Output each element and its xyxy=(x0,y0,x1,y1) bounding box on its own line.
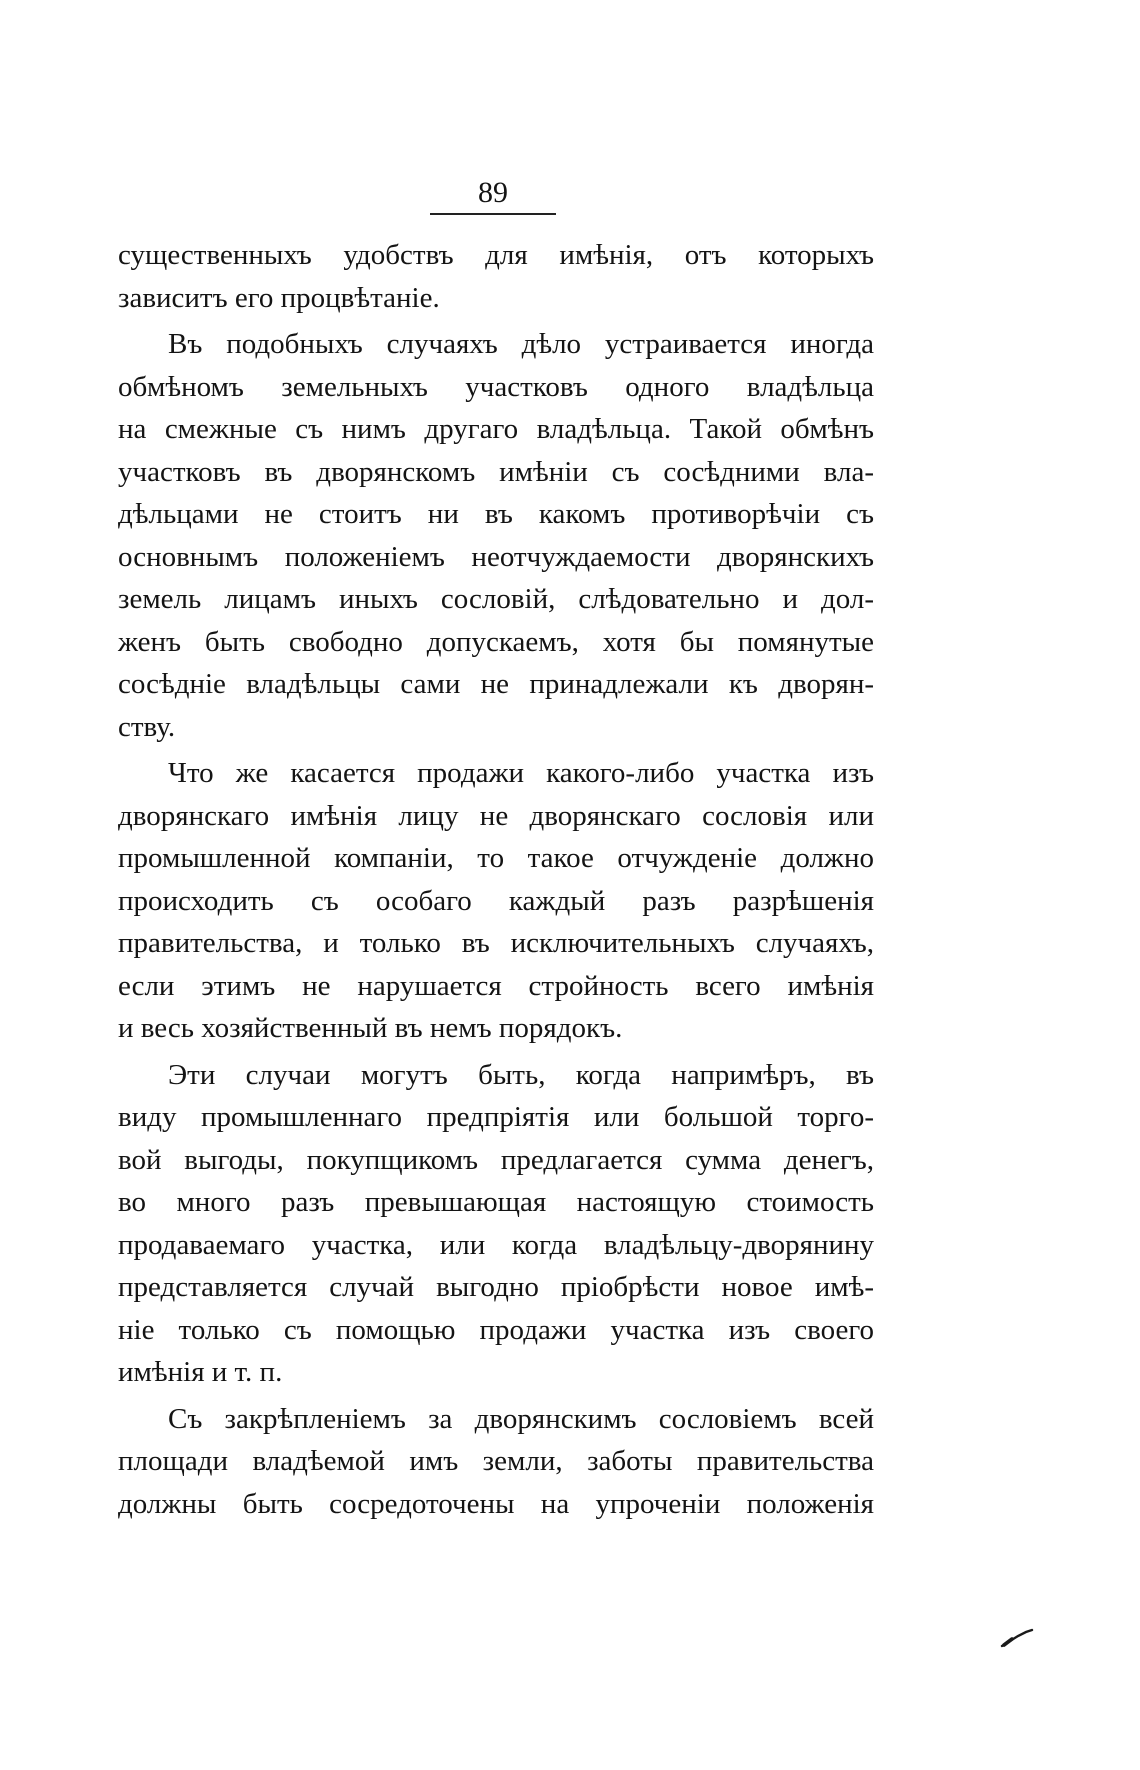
paragraph xyxy=(118,1398,874,1526)
text-line: промышленной компаніи, то такое отчужденіе должно xyxy=(118,842,874,874)
text-line: Съ закрѣпленіемъ за дворянскимъ сословіемъ всей xyxy=(168,1402,874,1435)
text-line: женъ быть свободно допускаемъ, хотя бы помянутые xyxy=(118,625,874,658)
paragraph xyxy=(118,752,874,1050)
page-number-underline xyxy=(430,213,556,215)
text-line: Что же касается продажи какого-либо участка изъ xyxy=(168,757,874,789)
body-text xyxy=(118,234,874,1529)
text-line: зависитъ его процвѣтаніе. xyxy=(118,281,440,314)
text-line: если этимъ не нарушается стройность всего имѣнія xyxy=(118,969,874,1002)
text-line: ству. xyxy=(118,710,176,743)
text-line: сосѣдніе владѣльцы сами не принадлежали къ дворян- xyxy=(118,668,874,700)
paragraph xyxy=(118,323,874,748)
paragraph xyxy=(118,234,874,319)
paragraph xyxy=(118,1054,874,1394)
text-line: земель лицамъ иныхъ сословій, слѣдовательно и дол- xyxy=(118,583,874,615)
text-line: дѣльцами не стоитъ ни въ какомъ противорѣчіи съ xyxy=(118,498,874,530)
text-line: вой выгоды, покупщикомъ предлагается сумма денегъ, xyxy=(118,1143,874,1176)
text-line: Въ подобныхъ случаяхъ дѣло устраивается иногда xyxy=(168,328,874,360)
text-line: имѣнія и т. п. xyxy=(118,1356,283,1388)
text-line: обмѣномъ земельныхъ участковъ одного владѣльца xyxy=(118,370,874,403)
text-line: представляется случай выгодно пріобрѣсти новое имѣ- xyxy=(118,1271,874,1303)
text-line: виду промышленнаго предпріятія или большой торго- xyxy=(118,1101,874,1133)
text-line: основнымъ положеніемъ неотчуждаемости дворянскихъ xyxy=(118,540,874,573)
text-line: правительства, и только въ исключительныхъ случаяхъ, xyxy=(118,927,874,959)
pen-mark-icon xyxy=(1000,1628,1034,1648)
text-line: и весь хозяйственный въ немъ порядокъ. xyxy=(118,1012,623,1044)
text-line: площади владѣемой имъ земли, заботы правительства xyxy=(118,1445,874,1477)
text-line: должны быть сосредоточены на упроченіи положенія xyxy=(118,1487,874,1520)
text-line: на смежные съ нимъ другаго владѣльца. Такой обмѣнъ xyxy=(118,413,874,445)
text-line: участковъ въ дворянскомъ имѣніи съ сосѣдними вла- xyxy=(118,455,874,488)
text-line: продаваемаго участка, или когда владѣльцу-дворянину xyxy=(118,1228,874,1261)
text-line: ніе только съ помощью продажи участка изъ своего xyxy=(118,1313,874,1346)
text-line: происходить съ особаго каждый разъ разрѣшенія xyxy=(118,884,874,917)
text-line: дворянскаго имѣнія лицу не дворянскаго сословія или xyxy=(118,799,874,832)
text-line: существенныхъ удобствъ для имѣнія, отъ которыхъ xyxy=(118,239,874,271)
page-number: 89 xyxy=(478,176,508,209)
text-line: во много разъ превышающая настоящую стоимость xyxy=(118,1186,874,1218)
text-line: Эти случаи могутъ быть, когда напримѣръ, въ xyxy=(168,1058,874,1091)
